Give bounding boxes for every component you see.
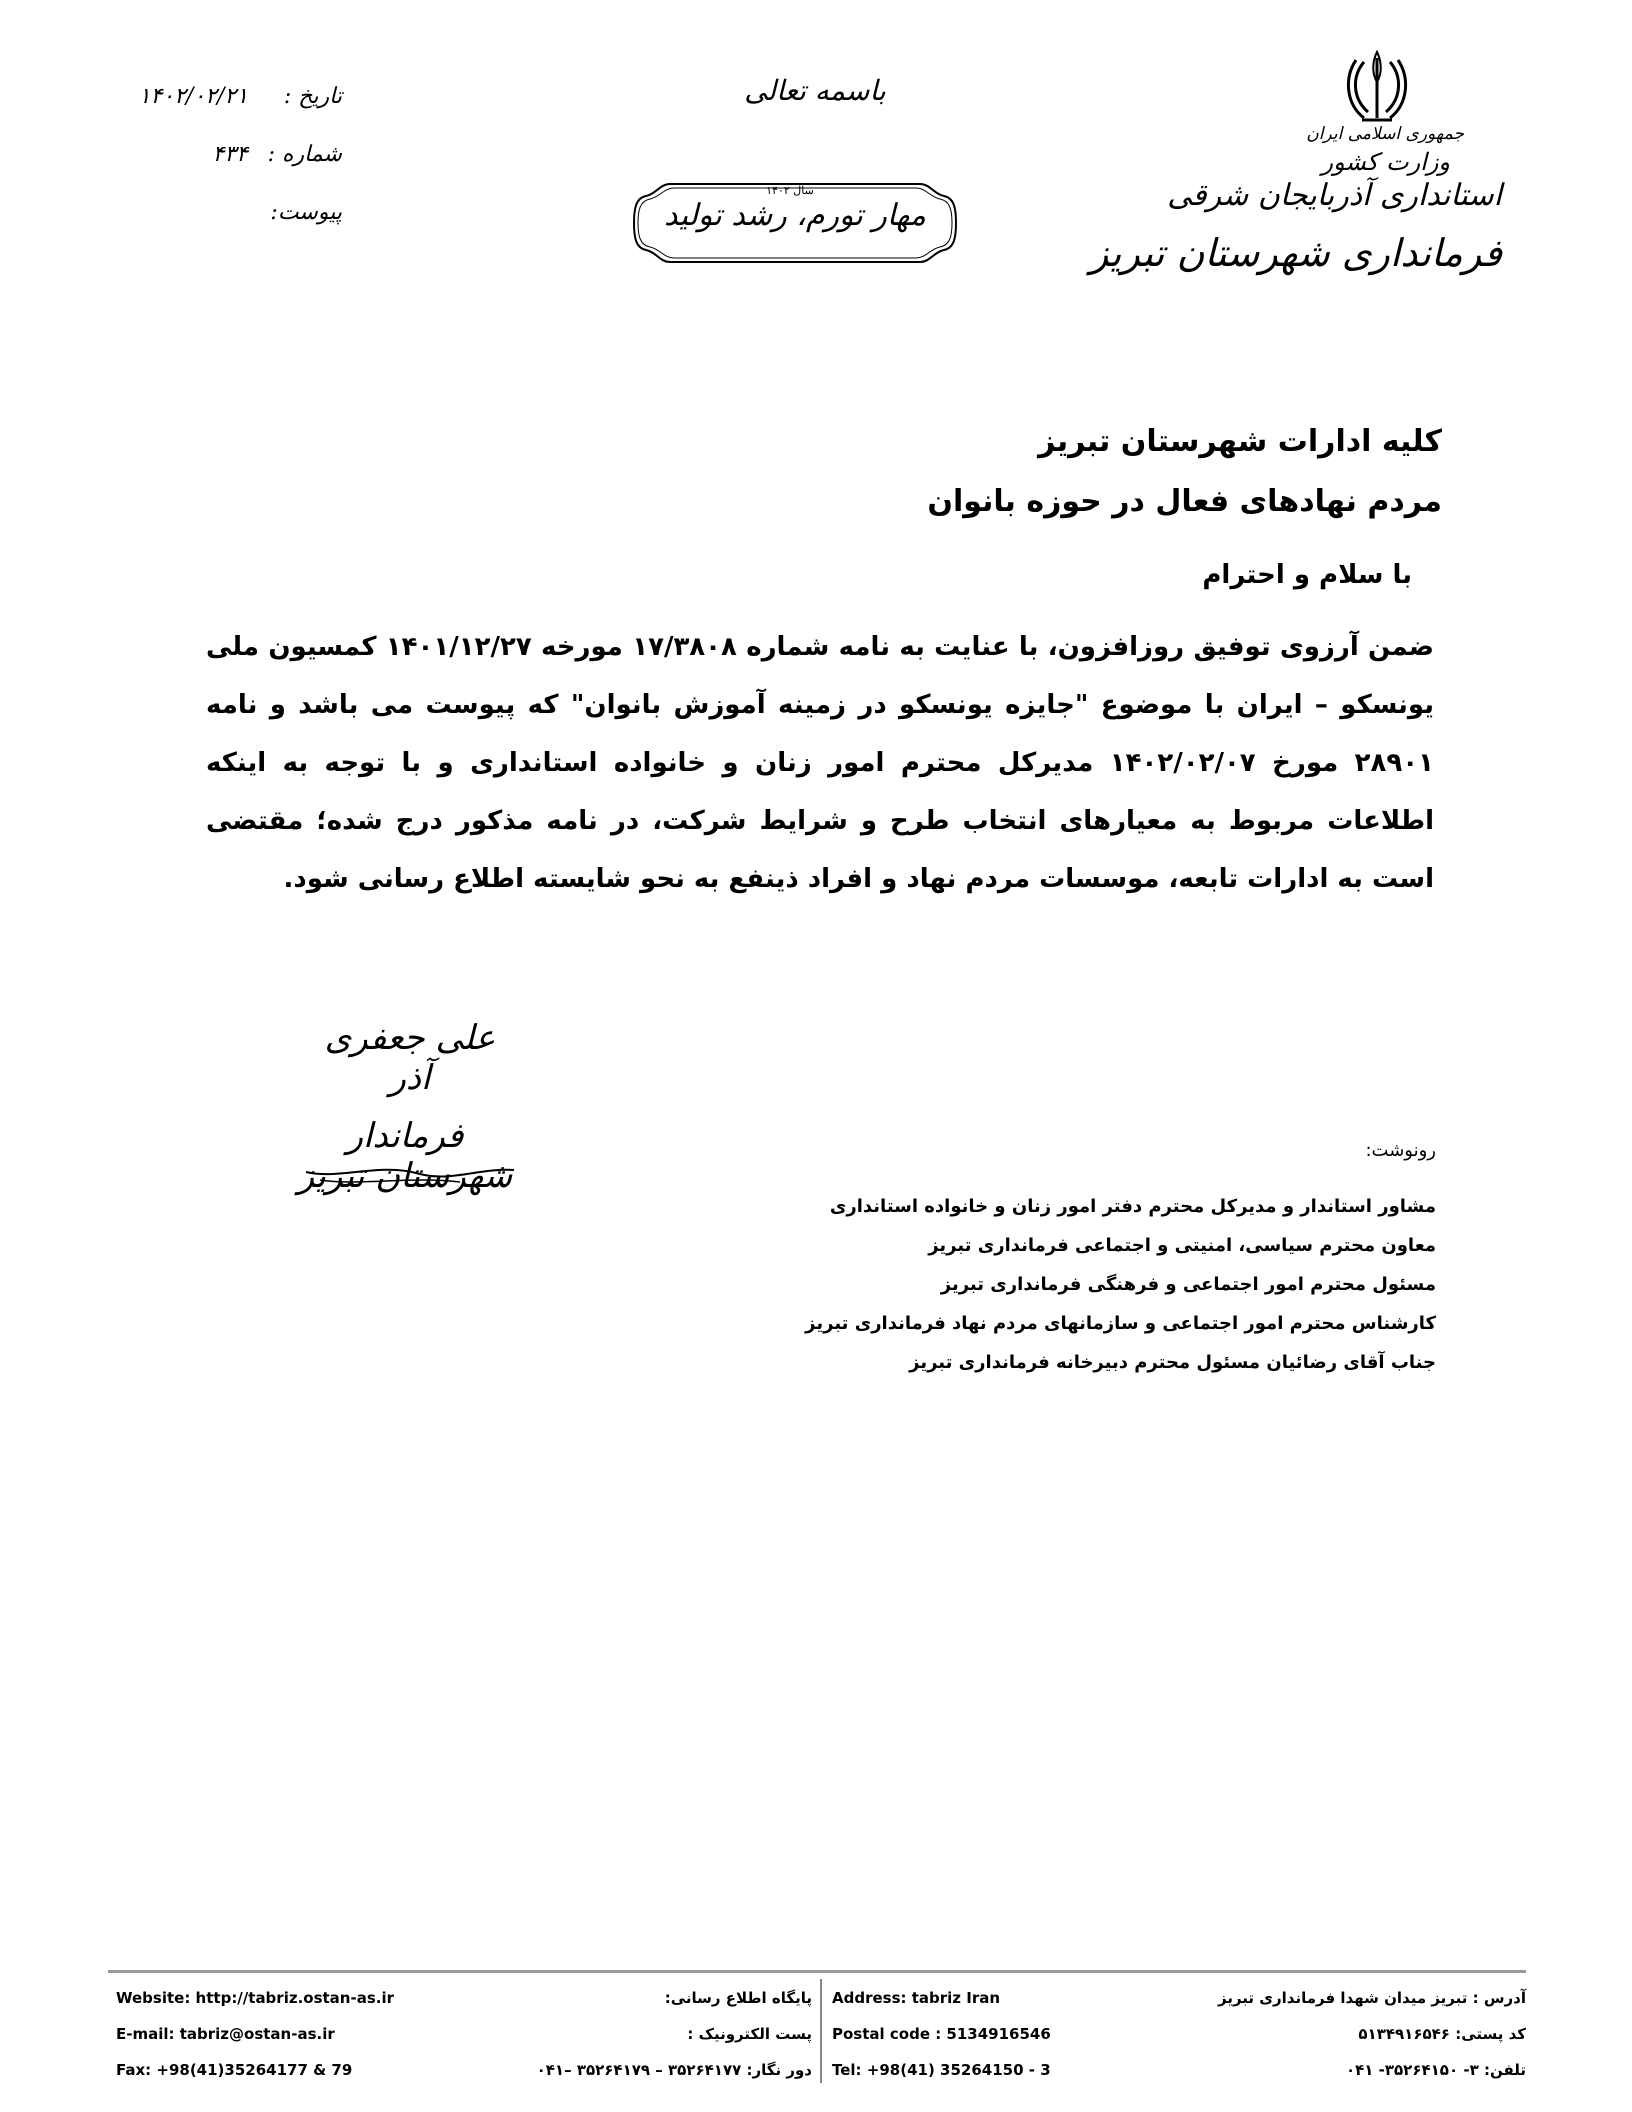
signatory-name: علی جعفری آذر — [324, 1018, 496, 1098]
footer-email: E-mail: tabriz@ostan-as.ir — [116, 2025, 335, 2043]
footer-address: Address: tabriz Iran — [832, 1989, 1001, 2007]
number-label: شماره : — [267, 142, 342, 167]
greeting: با سلام و احترام — [1202, 560, 1412, 590]
org-ministry: وزارت کشور — [1321, 148, 1450, 176]
footer — [108, 1970, 1526, 2089]
attachment-row — [139, 184, 342, 242]
letter-meta — [139, 68, 342, 242]
iran-emblem-icon — [1342, 48, 1412, 124]
footer-fax-fa: دور نگار: ۳۵۲۶۴۱۷۷ – ۳۵۲۶۴۱۷۹ –۰۴۱ — [536, 2061, 812, 2079]
cc-item: کارشناس محترم امور اجتماعی و سازمانهای مردم نهاد فرمانداری تبریز — [805, 1313, 1436, 1334]
cc-item: مسئول محترم امور اجتماعی و فرهنگی فرمانداری تبریز — [940, 1274, 1436, 1295]
cc-item: معاون محترم سیاسی، امنیتی و اجتماعی فرمانداری تبریز — [928, 1235, 1436, 1256]
number-value: ۴۳۴ — [212, 142, 248, 167]
footer-tel-fa: تلفن: ۳- ۳۵۲۶۴۱۵۰- ۰۴۱ — [1345, 2061, 1526, 2079]
slogan-year: سال ۱۴۰۲ — [766, 184, 814, 197]
date-label: تاریخ : — [283, 84, 342, 109]
footer-website: Website: http://tabriz.ostan-as.ir — [116, 1989, 394, 2007]
cc-list — [805, 1140, 1436, 1382]
recipient-line: مردم نهادهای فعال در حوزه بانوان — [927, 484, 1442, 519]
footer-postal: Postal code : 5134916546 — [832, 2025, 1051, 2043]
footer-website-fa: پایگاه اطلاع رسانی: — [664, 1989, 812, 2007]
footer-fax: Fax: +98(41)35264177 & 79 — [116, 2061, 353, 2079]
cc-item: مشاور استاندار و مدیرکل محترم دفتر امور زنان و خانواده استانداری — [829, 1196, 1436, 1217]
cc-title: رونوشت: — [1365, 1140, 1436, 1161]
org-country: جمهوری اسلامی ایران — [1306, 124, 1464, 144]
organization-header — [1082, 124, 1502, 275]
basmala: باسمه تعالی — [744, 74, 886, 107]
cc-item: جناب آقای رضائیان مسئول محترم دبیرخانه فرمانداری تبریز — [909, 1352, 1436, 1373]
footer-tel: Tel: +98(41) 35264150 - 3 — [832, 2061, 1051, 2079]
org-county: فرمانداری شهرستان تبریز — [1089, 231, 1502, 275]
signature-flourish-icon — [300, 1150, 520, 1190]
date-value: ۱۴۰۲/۰۲/۲۱ — [138, 84, 248, 109]
footer-address-fa: آدرس : تبریز میدان شهدا فرمانداری تبریز — [1218, 1989, 1526, 2007]
signatory-title: فرماندار شهرستان تبریز — [297, 1116, 513, 1196]
recipients — [927, 412, 1442, 532]
org-province: استانداری آذربایجان شرقی — [1167, 178, 1502, 213]
recipient-line: کلیه ادارات شهرستان تبریز — [1038, 424, 1442, 459]
slogan-text: مهار تورم، رشد تولید — [664, 198, 926, 233]
date-row — [139, 68, 342, 126]
footer-email-fa: پست الکترونیک : — [687, 2025, 812, 2043]
attachment-label: پیوست: — [270, 200, 342, 225]
footer-divider — [820, 1979, 822, 2083]
letter-body: ضمن آرزوی توفیق روزافزون، با عنایت به نامه شماره ۱۷/۳۸۰۸ مورخه ۱۴۰۱/۱۲/۲۷ کمسیون ملی یونسکو – ایران با موضوع "جایزه یونسکو در زمینه آموزش بانوان" که پیوست می باشد و نامه ۲۸۹۰۱ مورخ ۱۴۰۲/۰۲/۰۷ مدیرکل محترم امور زنان و خانواده استانداری و با توجه به اینکه اطلاعات مربوط به معیارهای انتخاب طرح و شرایط شرکت، در نامه مذکور درج شده؛ مقتضی است به ادارات تابعه، موسسات مردم نهاد و افراد ذینفع به نحو شایسته اطلاع رسانی شود. — [206, 632, 1435, 894]
footer-postal-fa: کد پستی: ۵۱۳۴۹۱۶۵۴۶ — [1358, 2025, 1526, 2043]
number-row — [139, 126, 342, 184]
